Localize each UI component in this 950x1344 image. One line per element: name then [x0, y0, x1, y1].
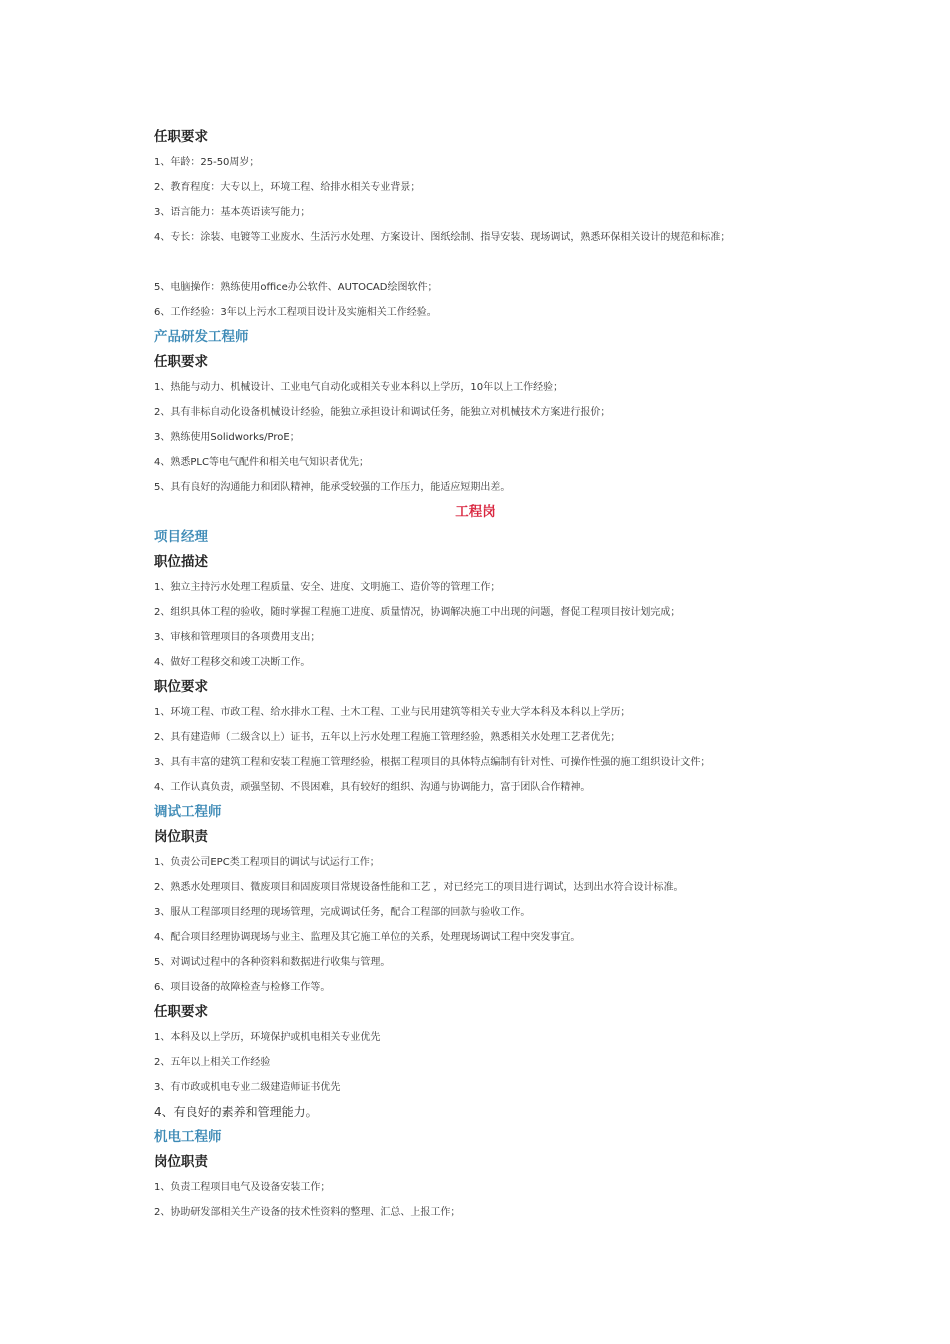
list-item: 2、教育程度：大专以上，环境工程、给排水相关专业背景；	[154, 182, 421, 193]
list-item: 4、专长：涂装、电镀等工业废水、生活污水处理、方案设计、图纸绘制、指导安装、现场调试，熟悉环保相关设计的规范和标准；	[154, 232, 731, 243]
list-item: 4、配合项目经理协调现场与业主、监理及其它施工单位的关系，处理现场调试工程中突发事宜。	[154, 932, 581, 943]
job-title-project-manager: 项目经理	[154, 529, 208, 545]
list-item: 2、组织具体工程的验收，随时掌握工程施工进度、质量情况，协调解决施工中出现的问题，督促工程项目按计划完成；	[154, 607, 681, 618]
list-item: 5、电脑操作：熟练使用office办公软件、AUTOCAD绘图软件；	[154, 282, 438, 293]
list-item: 4、有良好的素养和管理能力。	[154, 1105, 318, 1119]
list-item: 4、做好工程移交和竣工决断工作。	[154, 657, 311, 668]
section-heading-requirements: 任职要求	[154, 1004, 208, 1020]
list-item: 1、本科及以上学历，环境保护或机电相关专业优先	[154, 1032, 381, 1043]
list-item: 5、具有良好的沟通能力和团队精神，能承受较强的工作压力，能适应短期出差。	[154, 482, 511, 493]
list-item: 2、具有非标自动化设备机械设计经验，能独立承担设计和调试任务，能独立对机械技术方案进行报价；	[154, 407, 611, 418]
list-item: 3、服从工程部项目经理的现场管理，完成调试任务，配合工程部的回款与验收工作。	[154, 907, 531, 918]
list-item: 1、负责工程项目电气及设备安装工作；	[154, 1182, 331, 1193]
list-item: 3、具有丰富的建筑工程和安装工程施工管理经验，根据工程项目的具体特点编制有针对性、可操作性强的施工组织设计文件；	[154, 757, 711, 768]
section-heading-description: 职位描述	[154, 554, 208, 570]
job-title-product-engineer: 产品研发工程师	[154, 329, 249, 345]
list-item: 2、协助研发部相关生产设备的技术性资料的整理、汇总、上报工作；	[154, 1207, 461, 1218]
list-item: 3、语言能力：基本英语读写能力；	[154, 207, 311, 218]
list-item: 1、负责公司EPC类工程项目的调试与试运行工作；	[154, 857, 380, 868]
list-item: 6、项目设备的故障检查与检修工作等。	[154, 982, 331, 993]
list-item: 2、五年以上相关工作经验	[154, 1057, 271, 1068]
list-item: 4、熟悉PLC等电气配件和相关电气知识者优先；	[154, 457, 369, 468]
list-item: 3、有市政或机电专业二级建造师证书优先	[154, 1082, 341, 1093]
section-heading-duties: 岗位职责	[154, 829, 208, 845]
section-heading-requirements: 任职要求	[154, 354, 208, 370]
list-item: 1、年龄：25-50周岁；	[154, 157, 260, 168]
list-item: 2、熟悉水处理项目、微废项目和固废项目常规设备性能和工艺 ，对已经完工的项目进行调试，达到出水符合设计标准。	[154, 882, 684, 893]
document-content	[154, 125, 804, 1225]
job-title-commissioning-engineer: 调试工程师	[154, 804, 222, 820]
list-item: 4、工作认真负责，顽强坚韧、不畏困难，具有较好的组织、沟通与协调能力，富于团队合作精神。	[154, 782, 591, 793]
list-item: 1、热能与动力、机械设计、工业电气自动化或相关专业本科以上学历，10年以上工作经验；	[154, 382, 564, 393]
section-heading-requirements: 任职要求	[154, 129, 208, 145]
category-title-engineering: 工程岗	[455, 504, 496, 520]
list-item: 3、熟练使用Solidworks/ProE；	[154, 432, 300, 443]
list-item: 3、审核和管理项目的各项费用支出；	[154, 632, 321, 643]
list-item: 1、独立主持污水处理工程质量、安全、进度、文明施工、造价等的管理工作；	[154, 582, 501, 593]
job-title-electromechanical-engineer: 机电工程师	[154, 1129, 222, 1145]
list-item: 2、具有建造师（二级含以上）证书，五年以上污水处理工程施工管理经验，熟悉相关水处理工艺者优先；	[154, 732, 621, 743]
section-heading-duties: 岗位职责	[154, 1154, 208, 1170]
list-item: 1、环境工程、市政工程、给水排水工程、土木工程、工业与民用建筑等相关专业大学本科及本科以上学历；	[154, 707, 631, 718]
list-item: 6、工作经验：3年以上污水工程项目设计及实施相关工作经验。	[154, 307, 437, 318]
section-heading-requirements: 职位要求	[154, 679, 208, 695]
list-item: 5、对调试过程中的各种资料和数据进行收集与管理。	[154, 957, 391, 968]
